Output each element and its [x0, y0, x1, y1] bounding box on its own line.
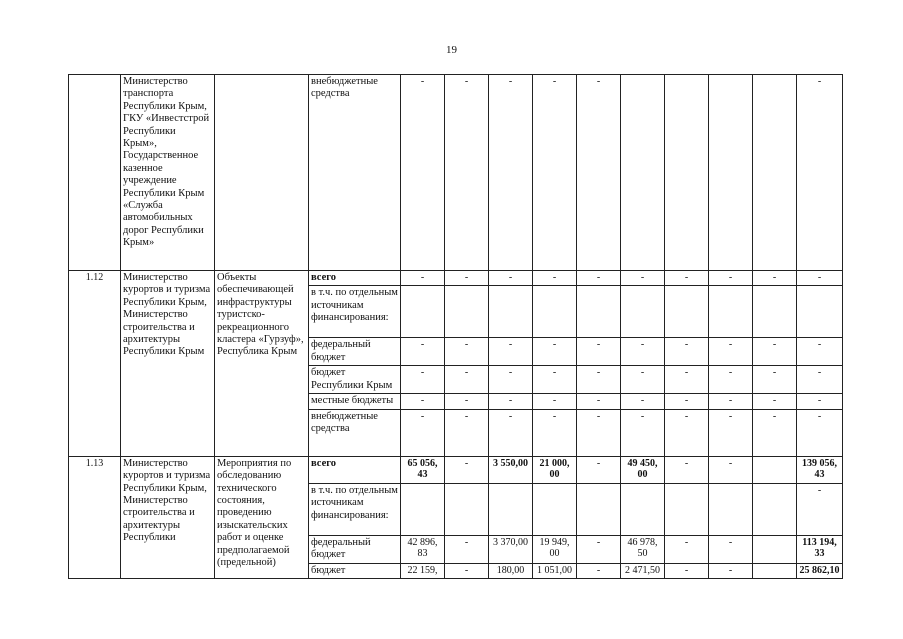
value-cell: 3 370,00 [489, 535, 533, 563]
value-cell: - [445, 366, 489, 394]
value-cell [753, 563, 797, 578]
executor-cell: Министерство транспорта Республики Крым, ГКУ «Инвестстрой Республики Крым», Государственное казенное учреждение Республики Крым «Служба автомобильных дорог Республики Крым» [121, 75, 215, 271]
source-cell: бюджет Республики Крым [309, 366, 401, 394]
value-cell: - [665, 366, 709, 394]
value-cell: - [489, 394, 533, 409]
value-cell: - [445, 338, 489, 366]
value-cell [753, 535, 797, 563]
value-cell: - [797, 75, 843, 271]
value-cell: - [445, 75, 489, 271]
value-cell: - [797, 338, 843, 366]
value-cell: 42 896, 83 [401, 535, 445, 563]
value-cell: 19 949, 00 [533, 535, 577, 563]
value-cell [401, 286, 445, 338]
value-cell: - [621, 338, 665, 366]
value-cell [797, 286, 843, 338]
value-cell: - [621, 394, 665, 409]
value-cell [533, 286, 577, 338]
value-cell: 65 056, 43 [401, 456, 445, 483]
value-cell: 46 978, 50 [621, 535, 665, 563]
value-cell: - [577, 394, 621, 409]
financing-table [68, 74, 843, 579]
value-cell: - [797, 394, 843, 409]
value-cell: 2 471,50 [621, 563, 665, 578]
value-cell [621, 483, 665, 535]
value-cell: - [709, 394, 753, 409]
value-cell: - [489, 75, 533, 271]
source-cell: внебюджетные средства [309, 409, 401, 456]
source-cell: внебюджетные средства [309, 75, 401, 271]
value-cell: - [709, 366, 753, 394]
value-cell: - [797, 483, 843, 535]
value-cell: - [665, 456, 709, 483]
value-cell: - [401, 409, 445, 456]
value-cell: - [401, 271, 445, 286]
value-cell: - [577, 338, 621, 366]
value-cell: - [577, 456, 621, 483]
source-cell: федеральный бюджет [309, 535, 401, 563]
row-number [69, 75, 121, 271]
row-number: 1.13 [69, 456, 121, 578]
value-cell: - [665, 535, 709, 563]
value-cell: - [489, 271, 533, 286]
value-cell: 180,00 [489, 563, 533, 578]
value-cell: - [445, 535, 489, 563]
value-cell: - [577, 409, 621, 456]
value-cell: - [621, 271, 665, 286]
value-cell: - [577, 366, 621, 394]
executor-cell: Министерство курортов и туризма Республики Крым, Министерство строительства и архитектуры Республики Крым [121, 271, 215, 457]
value-cell: - [533, 75, 577, 271]
executor-cell: Министерство курортов и туризма Республики Крым, Министерство строительства и архитектуры Республики [121, 456, 215, 578]
value-cell: - [401, 75, 445, 271]
value-cell: - [533, 338, 577, 366]
value-cell: - [533, 366, 577, 394]
value-cell: - [533, 394, 577, 409]
value-cell: - [489, 338, 533, 366]
value-cell: - [621, 366, 665, 394]
value-cell: - [665, 271, 709, 286]
value-cell: - [665, 338, 709, 366]
value-cell: - [709, 271, 753, 286]
value-cell: - [797, 366, 843, 394]
value-cell: 1 051,00 [533, 563, 577, 578]
value-cell: 22 159, [401, 563, 445, 578]
table-row [69, 456, 843, 483]
value-cell [665, 286, 709, 338]
value-cell: - [445, 563, 489, 578]
value-cell: 25 862,10 [797, 563, 843, 578]
value-cell [445, 483, 489, 535]
value-cell: - [621, 409, 665, 456]
value-cell: 49 450, 00 [621, 456, 665, 483]
value-cell: - [445, 271, 489, 286]
value-cell [709, 286, 753, 338]
value-cell [709, 483, 753, 535]
value-cell: - [753, 271, 797, 286]
value-cell: - [709, 563, 753, 578]
value-cell: - [577, 75, 621, 271]
value-cell: - [797, 409, 843, 456]
value-cell: - [489, 409, 533, 456]
source-cell: в т.ч. по отдельным источникам финансирования: [309, 286, 401, 338]
value-cell [753, 75, 797, 271]
value-cell: - [401, 338, 445, 366]
value-cell [753, 456, 797, 483]
value-cell: 139 056, 43 [797, 456, 843, 483]
value-cell: 113 194, 33 [797, 535, 843, 563]
value-cell: - [753, 394, 797, 409]
value-cell [577, 286, 621, 338]
table-row [69, 271, 843, 286]
value-cell [709, 75, 753, 271]
row-number: 1.12 [69, 271, 121, 457]
value-cell: - [709, 456, 753, 483]
value-cell [753, 286, 797, 338]
page-number: 19 [446, 44, 457, 56]
value-cell [665, 75, 709, 271]
source-cell: бюджет [309, 563, 401, 578]
source-cell: федеральный бюджет [309, 338, 401, 366]
value-cell: - [665, 394, 709, 409]
value-cell [621, 286, 665, 338]
value-cell: - [401, 366, 445, 394]
value-cell: - [709, 338, 753, 366]
value-cell: - [709, 535, 753, 563]
value-cell: - [533, 271, 577, 286]
value-cell [401, 483, 445, 535]
value-cell: - [401, 394, 445, 409]
value-cell: - [709, 409, 753, 456]
event-name-cell: Объекты обеспечивающей инфраструктуры туристско-рекреационного кластера «Гурзуф», Республика Крым [215, 271, 309, 457]
event-name-cell: Мероприятия по обследованию технического состояния, проведению изыскательских работ и оценке предполагаемой (предельной) [215, 456, 309, 578]
value-cell: - [753, 366, 797, 394]
value-cell: - [445, 456, 489, 483]
source-cell: всего [309, 456, 401, 483]
value-cell: - [577, 271, 621, 286]
value-cell: 3 550,00 [489, 456, 533, 483]
value-cell [533, 483, 577, 535]
value-cell [489, 286, 533, 338]
value-cell: - [753, 409, 797, 456]
value-cell: - [445, 394, 489, 409]
value-cell: - [577, 563, 621, 578]
value-cell: - [753, 338, 797, 366]
value-cell: - [665, 563, 709, 578]
value-cell: - [445, 409, 489, 456]
value-cell [753, 483, 797, 535]
event-name-cell [215, 75, 309, 271]
value-cell [621, 75, 665, 271]
value-cell: - [797, 271, 843, 286]
table-row [69, 75, 843, 271]
value-cell [665, 483, 709, 535]
value-cell: 21 000, 00 [533, 456, 577, 483]
value-cell [489, 483, 533, 535]
source-cell: всего [309, 271, 401, 286]
source-cell: в т.ч. по отдельным источникам финансирования: [309, 483, 401, 535]
value-cell: - [577, 535, 621, 563]
value-cell [445, 286, 489, 338]
value-cell: - [489, 366, 533, 394]
value-cell [577, 483, 621, 535]
source-cell: местные бюджеты [309, 394, 401, 409]
value-cell: - [533, 409, 577, 456]
value-cell: - [665, 409, 709, 456]
